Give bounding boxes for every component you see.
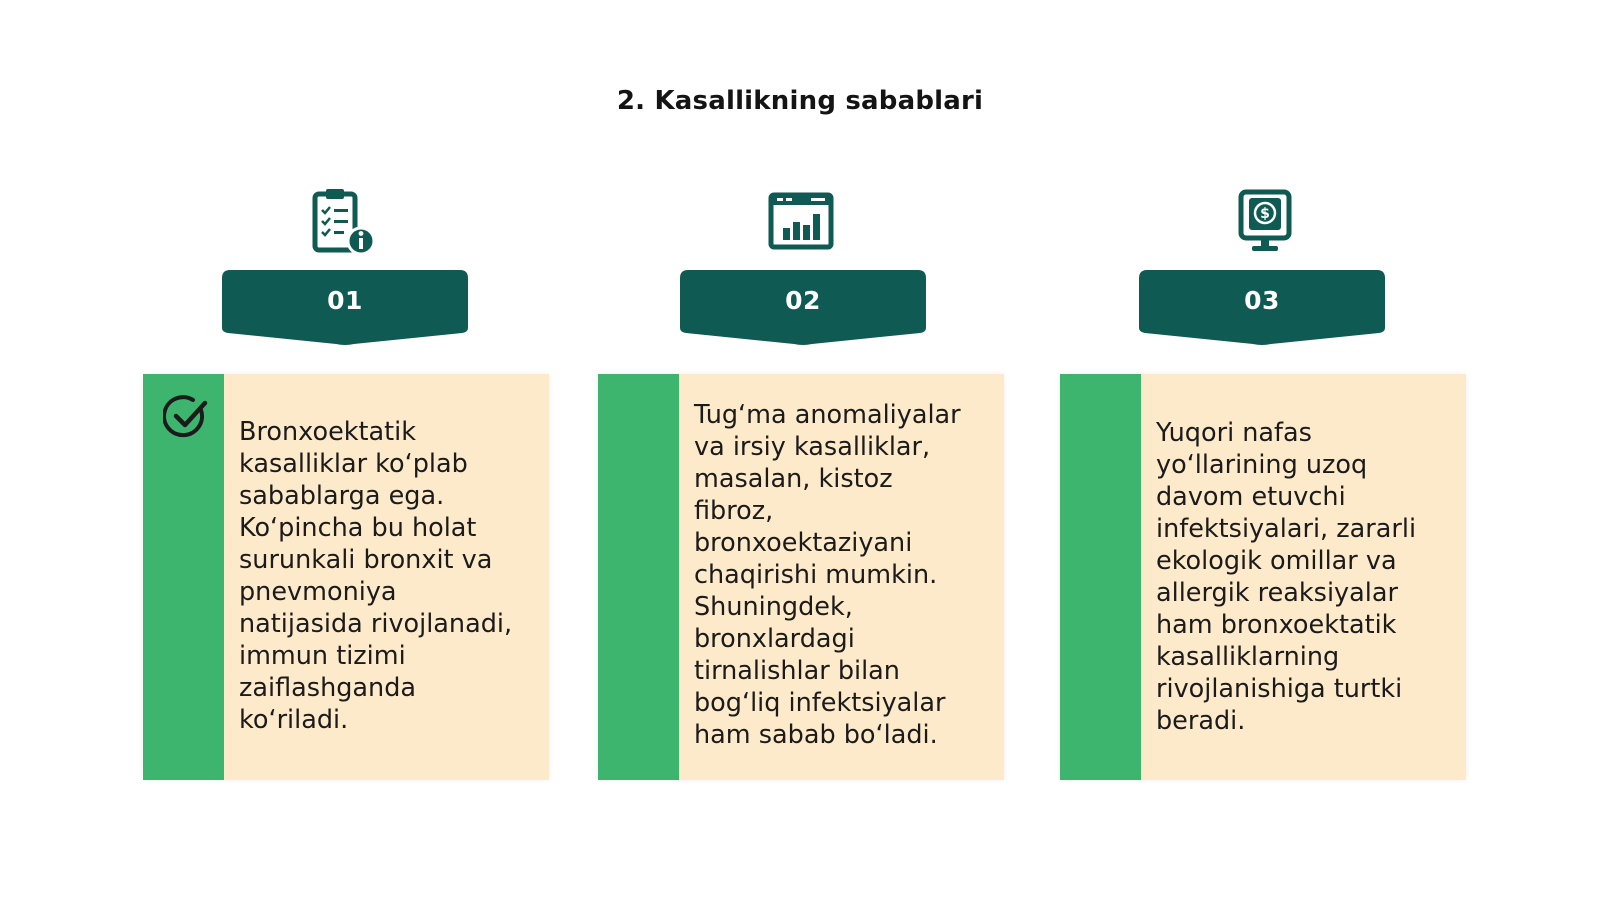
step-number: 01 — [327, 286, 363, 315]
card-text: Tug‘ma anomaliyalar va irsiy kasalliklar, masalan, kistoz fibroz, bronxoektaziyani chaqirishi mumkin. Shuningdek, bronxlardagi tirnalishlar bilan bog‘liq infektsiyalar ham sabab bo‘ladi. — [694, 400, 961, 750]
cause-card-1 — [143, 374, 549, 780]
dollar-monitor-icon — [1230, 186, 1300, 256]
card-accent-strip — [598, 374, 679, 780]
card-text: Yuqori nafas yo‘llarining uzoq davom etuvchi infektsiyalari, zararli ekologik omillar va allergik reaksiyalar ham bronxoektatik kasalliklarning rivojlanishiga turtki beradi. — [1156, 418, 1417, 736]
svg-text:$: $ — [1260, 206, 1270, 222]
step-number: 02 — [785, 286, 821, 315]
cause-card-3 — [1060, 374, 1466, 780]
step-banner-02 — [680, 270, 926, 346]
step-banner-03 — [1139, 270, 1385, 346]
card-text: Bronxoektatik kasalliklar ko‘plab sabablarga ega. Ko‘pincha bu holat surunkali bronxit va pnevmoniya natijasida rivojlanadi, immun tizimi zaiflashganda ko‘riladi. — [239, 417, 513, 735]
card-accent-strip — [1060, 374, 1141, 780]
bar-chart-browser-icon — [766, 186, 836, 256]
clipboard-info-icon — [309, 186, 379, 256]
step-number: 03 — [1244, 286, 1280, 315]
step-banner-01 — [222, 270, 468, 346]
check-circle-icon — [163, 394, 209, 440]
slide-title: 2. Kasallikning sabablari — [616, 86, 984, 116]
cause-card-2 — [598, 374, 1004, 780]
